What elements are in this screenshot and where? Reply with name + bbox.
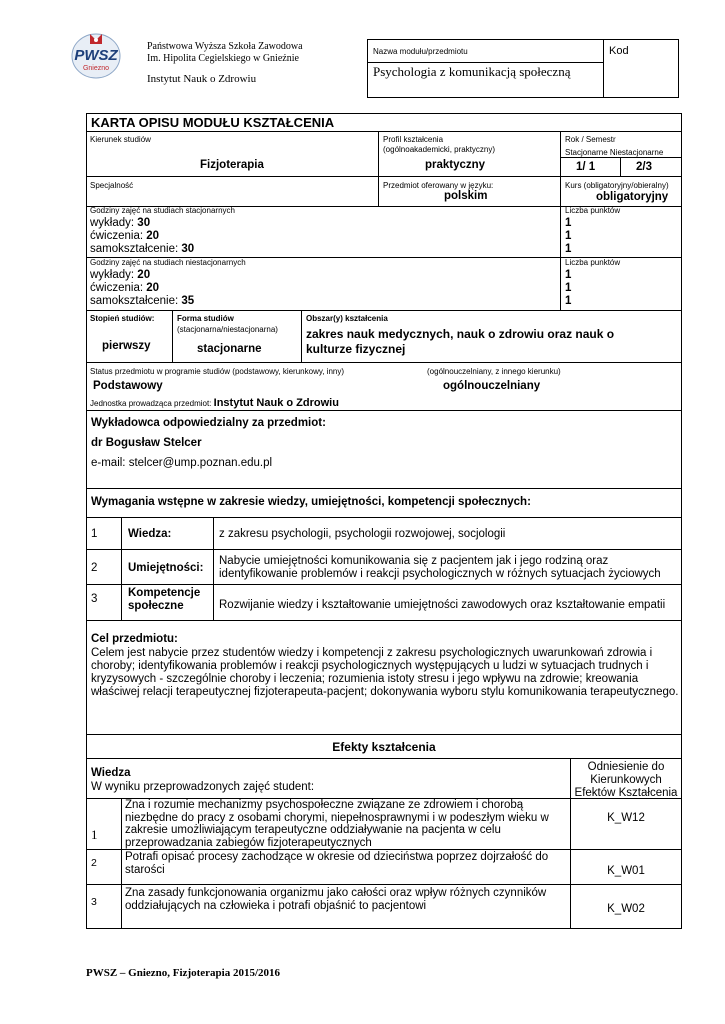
hours-nonstationary-label: Godziny zajęć na studiach niestacjonarnych [90, 258, 246, 267]
teaching-unit [90, 397, 339, 410]
points-nonstat-1: 1 [565, 269, 572, 281]
requirement-number: 3 [91, 593, 98, 605]
teaching-unit-label: Jednostka prowadząca przedmiot: [90, 399, 212, 408]
self-study-nonstationary [90, 295, 194, 308]
lectures-stationary [90, 217, 150, 230]
education-area-value: zakres nauk medycznych, nauk o zdrowiu oraz nauk o kulturze fizycznej [306, 327, 615, 356]
requirement-number: 1 [91, 528, 98, 540]
self-study-label: samokształcenie: [90, 243, 182, 255]
exercises-nonstationary [90, 282, 159, 295]
exercises-hours: 20 [146, 282, 160, 294]
self-study-stationary [90, 243, 194, 256]
profile-sublabel: (ogólnoakademicki, praktyczny) [383, 145, 496, 154]
module-name-label: Nazwa modułu/przedmiotu [373, 47, 468, 56]
requirement-number: 2 [91, 562, 98, 574]
course-status-value: Podstawowy [93, 380, 163, 392]
specialty-label: Specjalność [90, 181, 134, 190]
study-level-label: Stopień studiów: [90, 314, 155, 323]
study-form-sublabel: (stacjonarna/niestacjonarna) [177, 325, 278, 334]
knowledge-sublabel: W wyniku przeprowadzonych zajęć student: [91, 781, 315, 793]
exercises-hours: 20 [146, 230, 160, 242]
requirement-label: Kompetencje społeczne [128, 587, 201, 612]
course-status-label: Status przedmiotu w programie studiów (podstawowy, kierunkowy, inny) [90, 367, 345, 376]
effect-number: 3 [91, 896, 97, 908]
study-mode-label: Stacjonarne Niestacjonarne [565, 148, 664, 157]
school-name-line2: Im. Hipolita Cegielskiego w Gnieźnie [147, 53, 299, 64]
goal-heading: Cel przedmiotu: [91, 633, 178, 645]
self-study-label: samokształcenie: [90, 295, 182, 307]
course-type-value: obligatoryjny [596, 191, 669, 203]
lectures-hours: 20 [137, 269, 151, 281]
module-name: Psychologia z komunikacją społeczną [373, 64, 571, 79]
self-study-hours: 35 [181, 295, 195, 307]
requirement-text: Rozwijanie wiedzy i kształtowanie umiejętności zawodowych oraz kształtowanie empatii [219, 599, 666, 611]
effect-reference: K_W02 [607, 903, 645, 915]
requirement-label: Wiedza: [128, 528, 172, 540]
logo-subtext: Gniezno [82, 65, 110, 72]
points-nonstat-2: 1 [565, 282, 572, 294]
reference-header: Odniesienie do Kierunkowych Efektów Kształcenia [574, 761, 678, 799]
lectures-label: wykłady: [90, 269, 138, 281]
effect-text: Potrafi opisać procesy zachodzące w okresie od dzieciństwa poprzez dojrzałość do starości [125, 851, 549, 876]
study-level-value: pierwszy [102, 340, 151, 352]
language-label: Przedmiot oferowany w języku: [383, 181, 494, 190]
requirement-label: Umiejętności: [128, 562, 204, 574]
year-semester-label: Rok / Semestr [565, 135, 616, 144]
field-of-study-value: Fizjoterapia [200, 159, 264, 171]
effect-number: 2 [91, 857, 97, 869]
course-status-label-2: (ogólnouczelniany, z innego kierunku) [427, 367, 561, 376]
points-stationary-label: Liczba punktów [565, 206, 621, 215]
page-footer: PWSZ – Gniezno, Fizjoterapia 2015/2016 [86, 967, 281, 979]
effect-reference: K_W12 [607, 812, 645, 824]
course-type-label: Kurs (obligatoryjny/obieralny) [565, 181, 669, 190]
card-title: KARTA OPISU MODUŁU KSZTAŁCENIA [91, 115, 335, 130]
points-nonstationary-label: Liczba punktów [565, 258, 621, 267]
effect-text: Zna zasady funkcjonowania organizmu jako całości oraz wpływ różnych czynników oddziałujących na człowieka i potrafi objaśnić to pacjentowi [125, 887, 547, 912]
study-form-value: stacjonarne [197, 343, 262, 355]
hours-stationary-label: Godziny zajęć na studiach stacjonarnych [90, 206, 235, 215]
effects-heading: Efekty kształcenia [332, 740, 436, 754]
effect-number: 1 [91, 827, 98, 842]
field-of-study-label: Kierunek studiów [90, 135, 151, 144]
effect-reference: K_W01 [607, 865, 645, 877]
education-area-label: Obszar(y) kształcenia [306, 314, 388, 323]
lectures-hours: 30 [137, 217, 151, 229]
course-status-value-2: ogólnouczelniany [443, 380, 541, 392]
points-stat-1: 1 [565, 217, 572, 229]
requirement-text: z zakresu psychologii, psychologii rozwojowej, socjologii [219, 528, 506, 540]
profile-value: praktyczny [425, 159, 486, 171]
exercises-stationary [90, 230, 159, 243]
lecturer-heading: Wykładowca odpowiedzialny za przedmiot: [91, 417, 326, 429]
year-stationary: 1/ 1 [576, 161, 596, 173]
year-nonstationary: 2/3 [636, 161, 652, 173]
points-stat-3: 1 [565, 243, 572, 255]
knowledge-label: Wiedza [91, 767, 131, 779]
lecturer-name: dr Bogusław Stelcer [91, 437, 202, 449]
effect-text: Zna i rozumie mechanizmy psychospołeczne związane ze zdrowiem i chorobą niezbędne do pracy z osobami chorymi, niepełnosprawnymi i w podeszłym wieku w zakresie umożliwiającym terapeutyczne oddziaływanie na pacjenta w celu przeprowadzania zabiegów fizjoterapeutycznych [125, 799, 549, 849]
goal-text: Celem jest nabycie przez studentów wiedzy i kompetencji z zakresu psychologicznych uwarunkowań zdrowia i choroby; identyfikowania problemów i reakcji psychologicznych występujących u ludzi w sytuacjach trudnych i kryzysowych - szczególnie choroby i leczenia; rozumienia istoty stresu i jego wpływu na zdrowie; kreowania właściwej relacji terapeutycznej fizjoterapeuta-pacjent; dokonywania wyboru stylu komunikowania terapeutycznego. [91, 647, 679, 698]
school-name-line1: Państwowa Wyższa Szkoła Zawodowa [147, 41, 303, 52]
study-form-label: Forma studiów [177, 314, 234, 323]
points-nonstat-3: 1 [565, 295, 572, 307]
requirement-text: Nabycie umiejętności komunikowania się z pacjentem jak i jego rodziną oraz identyfikowanie problemów i reakcji psychologicznych w różnych sytuacjach życiowych [219, 555, 661, 580]
school-logo [70, 30, 122, 80]
profile-label: Profil kształcenia [383, 135, 444, 144]
logo-text: PWSZ [74, 47, 118, 64]
lectures-nonstationary [90, 269, 150, 282]
lecturer-email: e-mail: stelcer@ump.poznan.edu.pl [91, 457, 273, 469]
requirements-heading: Wymagania wstępne w zakresie wiedzy, umiejętności, kompetencji społecznych: [91, 496, 531, 508]
code-label: Kod [609, 45, 629, 57]
lectures-label: wykłady: [90, 217, 138, 229]
exercises-label: ćwiczenia: [90, 230, 147, 242]
teaching-unit-value: Instytut Nauk o Zdrowiu [213, 397, 339, 409]
language-value: polskim [444, 190, 488, 202]
self-study-hours: 30 [181, 243, 195, 255]
points-stat-2: 1 [565, 230, 572, 242]
institute-name: Instytut Nauk o Zdrowiu [147, 73, 257, 85]
exercises-label: ćwiczenia: [90, 282, 147, 294]
